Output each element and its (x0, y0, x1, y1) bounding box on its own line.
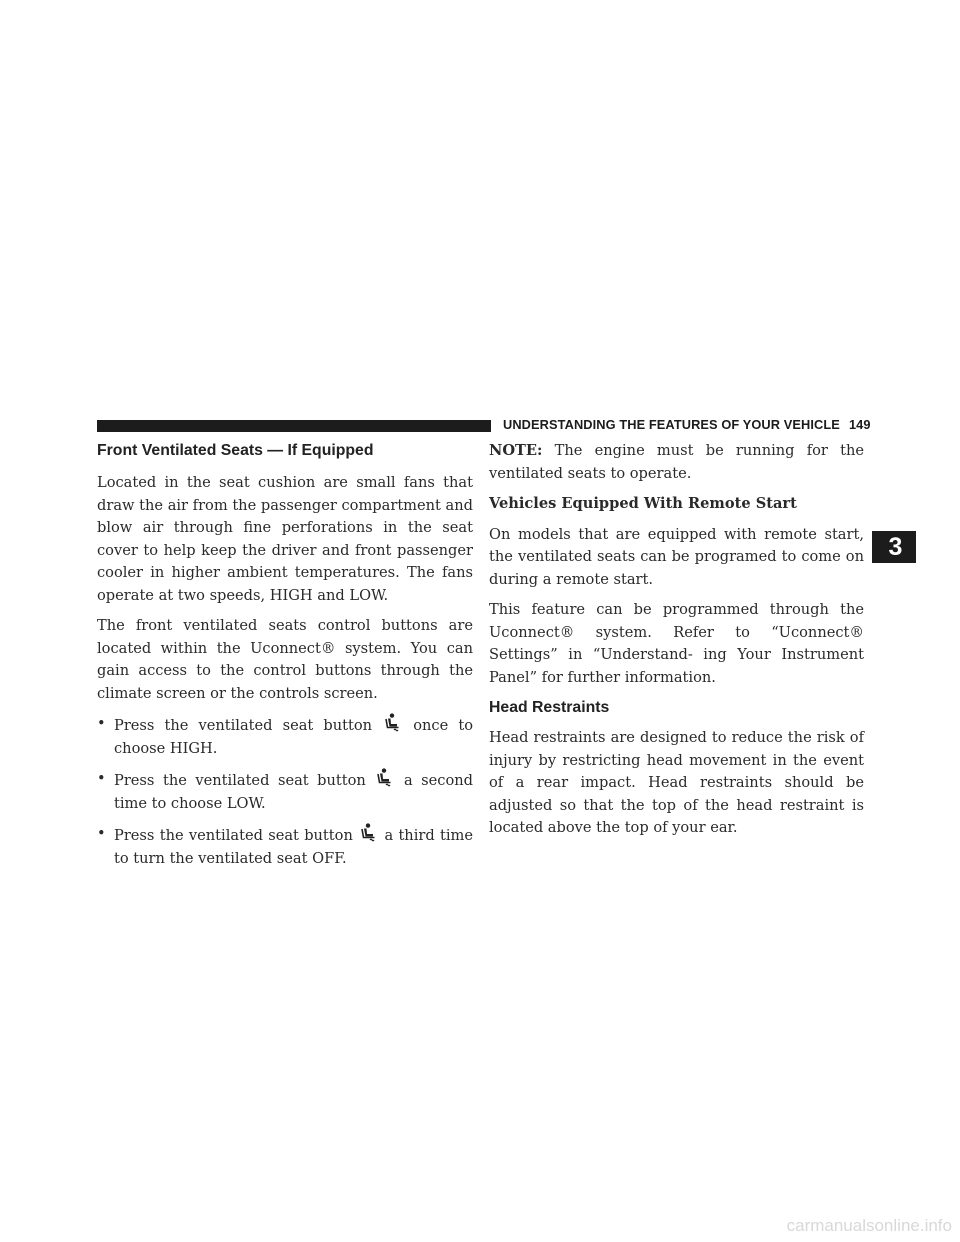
running-header (503, 417, 871, 432)
note-label: NOTE: (489, 442, 543, 459)
watermark: carmanualsonline.info (786, 1216, 952, 1235)
section-title: UNDERSTANDING THE FEATURES OF YOUR VEHICLE (503, 417, 840, 432)
section-heading: Head Restraints (489, 699, 610, 716)
ventilated-seat-icon (383, 713, 402, 733)
bullet-text-before: Press the ventilated seat button (114, 772, 366, 789)
paragraph: Head restraints are designed to reduce the risk of injury by restricting head movement in the event of a rear impact. Head restraints should be adjusted so that the top of the head restraint is located above the top of your ear. (489, 729, 864, 836)
page-number: 149 (848, 417, 871, 432)
bullet-text-after: once to choose HIGH. (114, 717, 473, 757)
note-text: The engine must be running for the ventilated seats to operate. (489, 442, 864, 482)
left-column (97, 440, 473, 878)
right-column (489, 440, 864, 848)
bullet-text-after: a second time to choose LOW. (114, 772, 474, 812)
bullet-dot: • (97, 770, 106, 787)
paragraph: This feature can be programmed through the Uconnect® system. Refer to “Uconnect® Settings” in “Understand- ing Your Instrument Panel” for further information. (489, 601, 864, 686)
bullet-item (97, 823, 473, 870)
paragraph: The front ventilated seats control buttons are located within the Uconnect® system. You can gain access to the control buttons through the climate screen or the controls screen. (97, 617, 473, 702)
bullet-text-after: a third time to turn the ventilated seat OFF. (114, 827, 473, 867)
ventilated-seat-icon (375, 768, 394, 788)
note-paragraph (489, 440, 864, 485)
section-heading: Front Ventilated Seats — If Equipped (97, 442, 374, 459)
chapter-tab: 3 (872, 531, 916, 563)
subheading: Vehicles Equipped With Remote Start (489, 495, 797, 512)
ventilated-seat-icon (359, 823, 378, 843)
bullet-text-before: Press the ventilated seat button (114, 717, 373, 734)
bullet-item (97, 713, 473, 760)
bullet-item (97, 768, 473, 815)
bullet-dot: • (97, 715, 106, 732)
bullet-text-before: Press the ventilated seat button (114, 827, 353, 844)
header-bar (97, 420, 491, 432)
bullet-dot: • (97, 825, 106, 842)
paragraph: On models that are equipped with remote start, the ventilated seats can be programed to come on during a remote start. (489, 525, 864, 588)
paragraph: Located in the seat cushion are small fans that draw the air from the passenger compartment and blow air through fine perforations in the seat cover to help keep the driver and front passenger cooler in higher ambient temperatures. The fans operate at two speeds, HIGH and LOW. (97, 474, 474, 604)
